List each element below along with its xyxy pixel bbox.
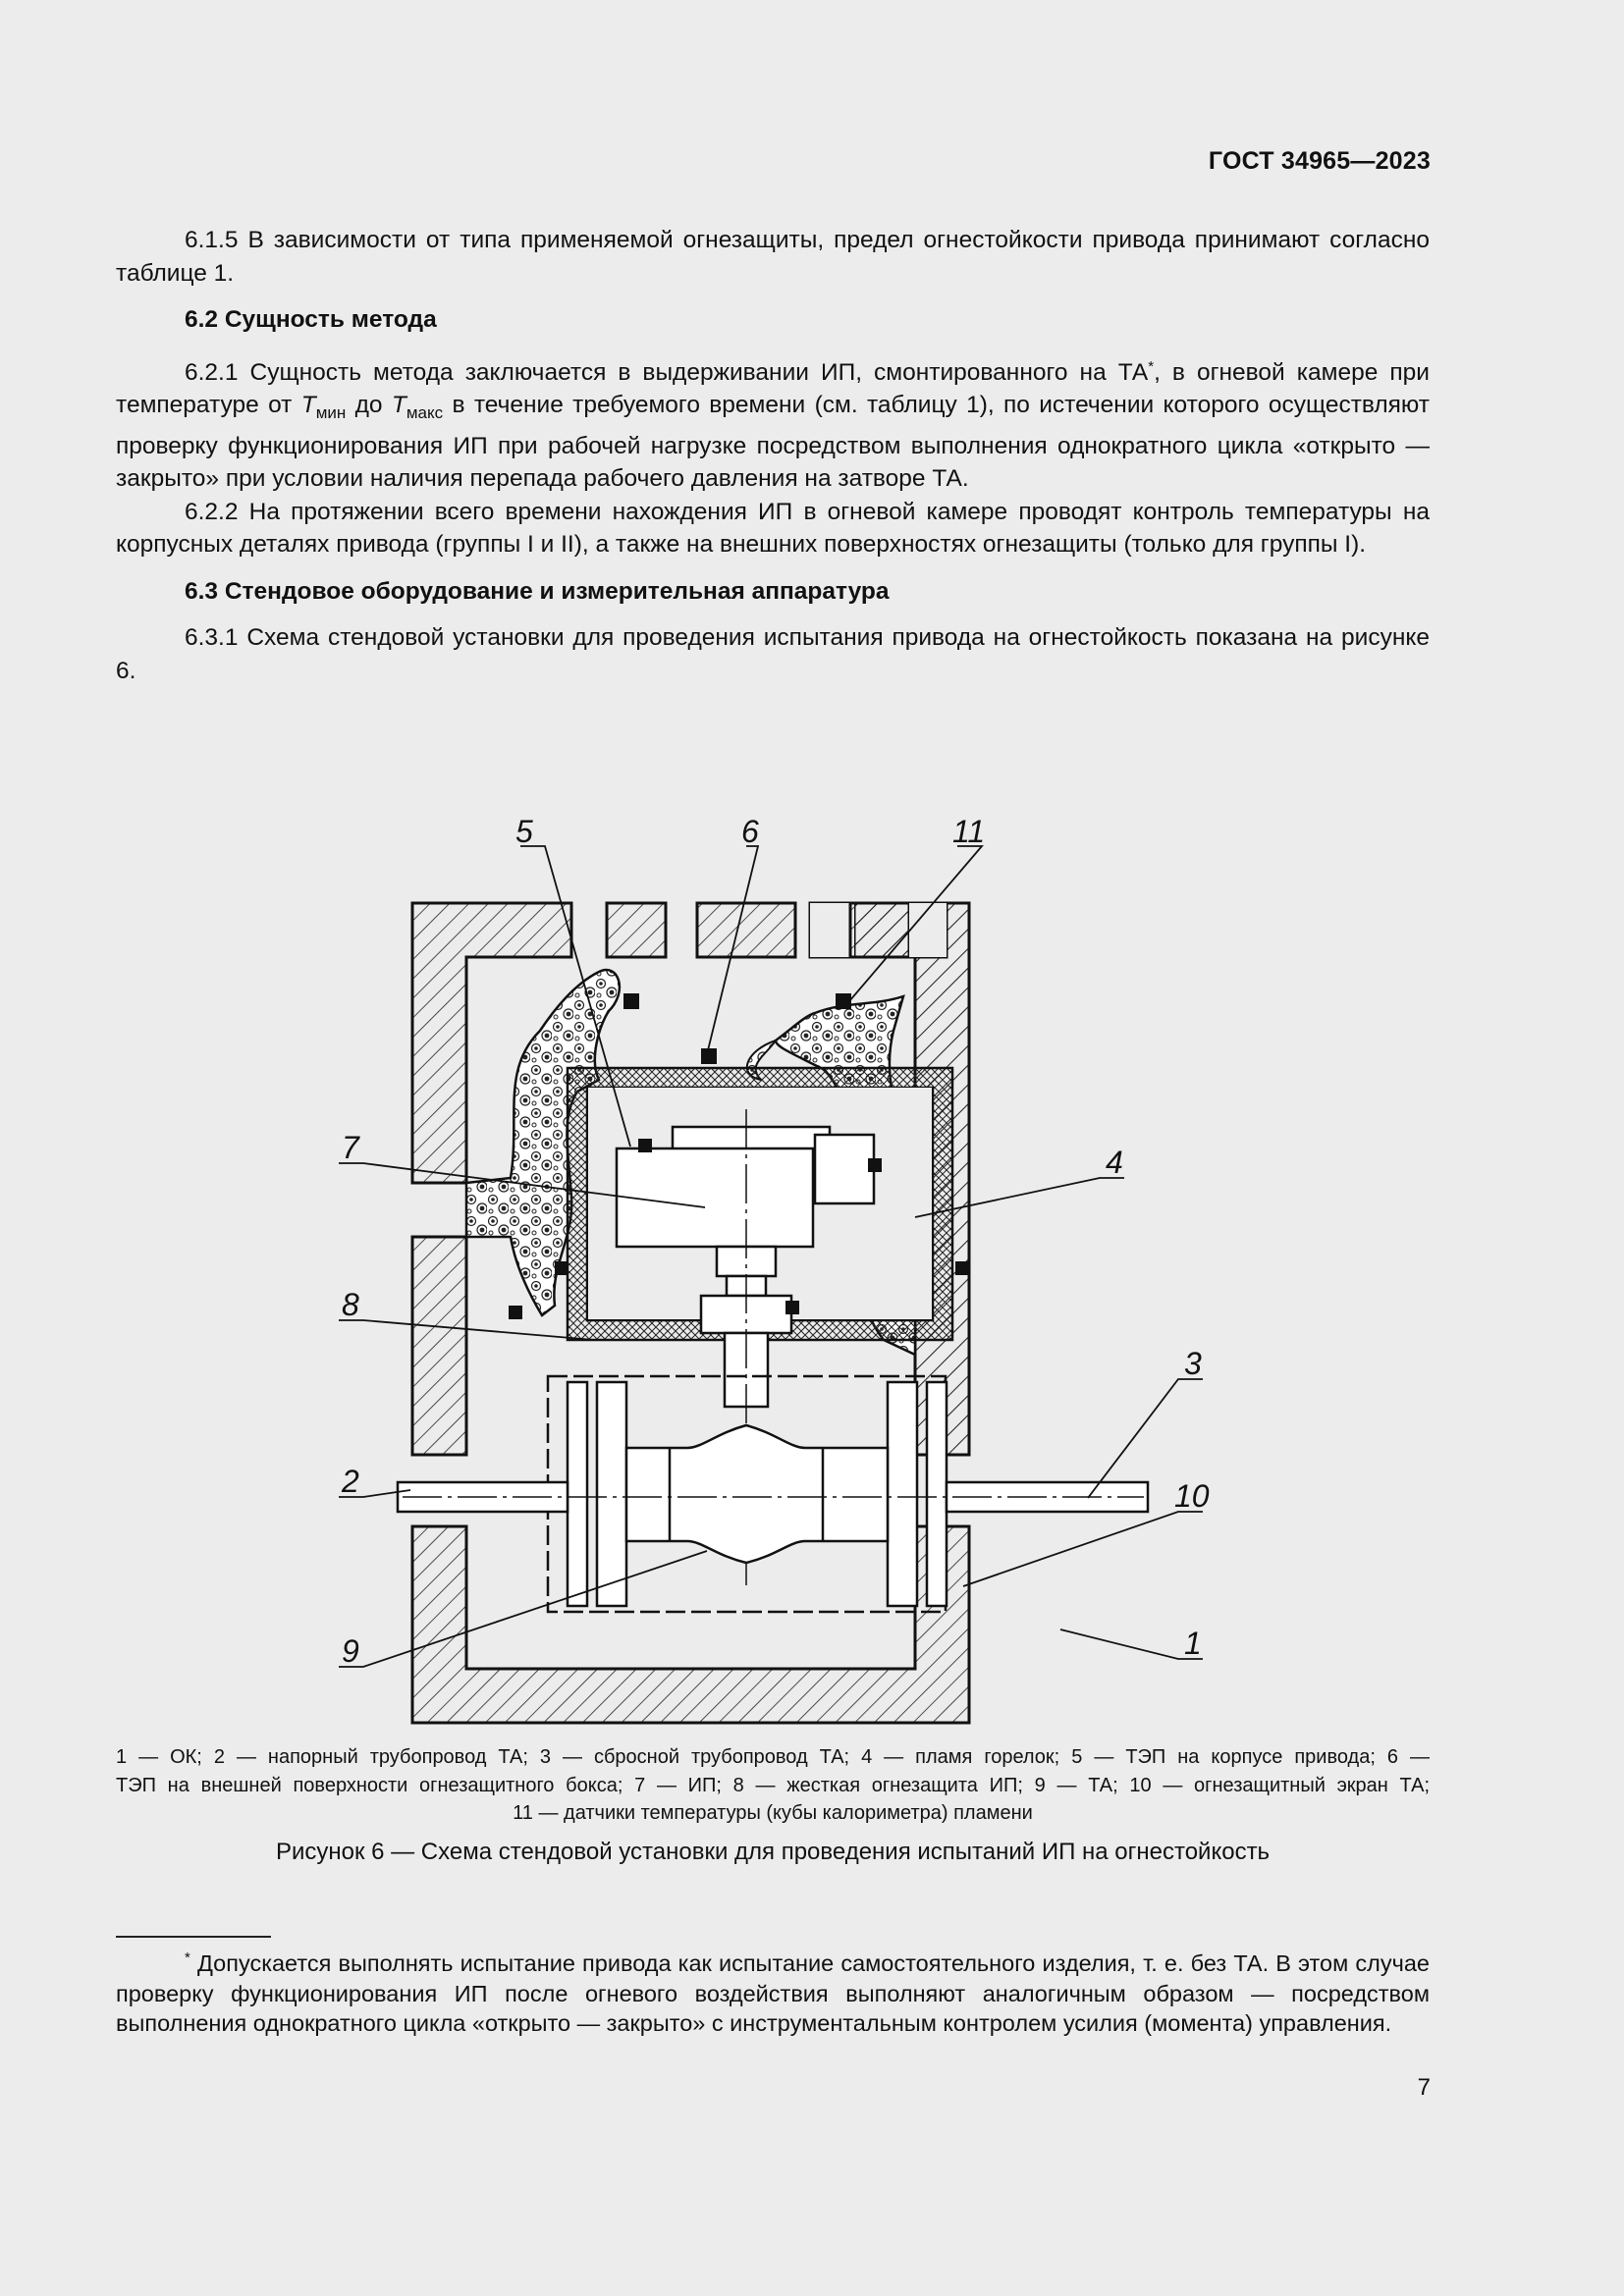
paragraph-6-1-5: 6.1.5 В зависимости от типа применяемой огнезащиты, предел огнестойкости привода принимают согласно таблице 1. [116,227,1430,287]
ball-valve [568,1382,947,1606]
label-4: 4 [1106,1145,1123,1180]
chamber-roof-block-3b [850,903,909,957]
body-text [116,224,1430,687]
label-9: 9 [342,1633,359,1669]
label-2: 2 [342,1464,359,1499]
test-stand-diagram [314,805,1237,1728]
footnote-text: Допускается выполнять испытание привода как испытание самостоятельного изделия, т. е. без ТА. В этом случае проверку функционирования ИП после огневого воздействия выполняют аналогичным образом — посредством выполнения однократного цикла «открыто — закрыто» с инструментальным контролем усилия (момента) управления. [116,1950,1430,2036]
label-10: 10 [1174,1478,1210,1514]
label-3: 3 [1184,1346,1202,1381]
label-1: 1 [1184,1626,1202,1661]
figure-caption: Рисунок 6 — Схема стендовой установки для проведения испытаний ИП на огнестойкость [275,1839,1271,1865]
label-11: 11 [952,814,986,849]
legend-line-3: 11 — датчики температуры (кубы калориметра) пламени [513,1802,1033,1824]
chamber-roof-block-2 [697,903,795,957]
paragraph-6-2-1: 6.2.1 Сущность метода заключается в выдерживании ИП, смонтированного на ТА*, в огневой камере при температуре от $T_{мин}$ до $T_{макс}$ в течение требуемого времени (см. таблицу 1), по истечении которого осуществляют проверку функционирования ИП при рабочей нагрузке посредством выполнения однократного цикла «открыто — закрыто» при условии наличия перепада рабочего давления на затворе ТА. [116,357,1430,492]
chamber-wall-left-mid [412,1237,466,1455]
footnote [116,1944,1430,2039]
legend-line-2: ТЭП на внешней поверхности огнезащитного бокса; 7 — ИП; 8 — жесткая огнезащита ИП; 9 — ТА; 10 — огнезащитный экран ТА; [116,1774,1430,1796]
legend-line-1: 1 — ОК; 2 — напорный трубопровод ТА; 3 — сбросной трубопровод ТА; 4 — пламя горелок; 5 — ТЭП на корпусе привода; 6 — [116,1746,1430,1768]
heading-6-2: 6.2 Сущность метода [185,306,437,333]
paragraph-6-2-2: 6.2.2 На протяжении всего времени нахождения ИП в огневой камере проводят контроль температуры на корпусных деталях привода (группы I и II), а также на внешних поверхностях огнезащиты (только для группы I). [116,498,1430,558]
chamber-roof-block-1 [607,903,666,957]
footnote-marker: * [185,1949,190,1966]
page-number: 7 [1417,2074,1431,2101]
label-8: 8 [342,1287,359,1322]
footnote-divider [116,1936,271,1938]
label-5: 5 [515,814,533,849]
paragraph-6-3-1: 6.3.1 Схема стендовой установки для проведения испытания привода на огнестойкость показана на рисунке 6. [116,624,1430,684]
document-header: ГОСТ 34965—2023 [1208,147,1431,175]
heading-6-3: 6.3 Стендовое оборудование и измерительная аппаратура [185,577,890,605]
figure-legend [116,1743,1430,1828]
label-7: 7 [342,1130,359,1165]
label-6: 6 [741,814,759,849]
